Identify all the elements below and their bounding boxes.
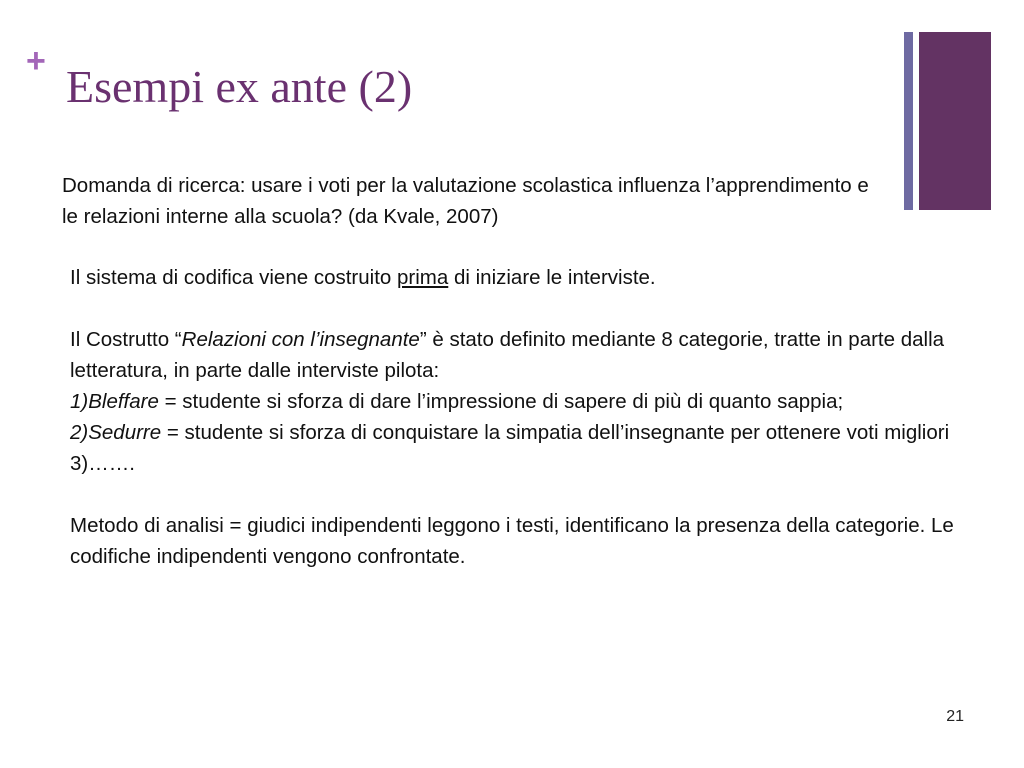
category-description: = studente si sforza di dare l’impressione di sapere di più di quanto sappia; — [158, 390, 844, 413]
coding-paragraph — [70, 262, 960, 293]
slide-title: Esempi ex ante (2) — [66, 61, 413, 112]
coding-prefix: Il sistema di codifica viene costruito — [70, 266, 397, 289]
construct-suffix: ” è stato definito mediante 8 categorie, tratte in parte dalla letteratura, in parte dalle interviste pilota: — [70, 328, 945, 382]
paragraph-spacer — [70, 293, 960, 324]
coding-suffix: di iniziare le interviste. — [448, 266, 656, 289]
category-label: 3)……. — [70, 452, 135, 475]
research-question: Domanda di ricerca: usare i voti per la valutazione scolastica influenza l’apprendimento e le relazioni interne alla scuola? (da Kvale, 2007) — [62, 174, 869, 228]
paragraph-spacer — [70, 479, 960, 510]
coding-emphasis: prima — [397, 266, 449, 289]
category-description: = studente si sforza di conquistare la simpatia dell’insegnante per ottenere voti migliori — [161, 421, 950, 444]
accent-bar-thin — [904, 32, 913, 210]
construct-name: Relazioni con l’insegnante — [181, 328, 420, 351]
category-item — [70, 448, 960, 479]
slide-body — [70, 262, 960, 572]
category-label: 2)Sedurre — [70, 421, 162, 444]
method-paragraph: Metodo di analisi = giudici indipendenti leggono i testi, identificano la presenza della categorie. Le codifiche indipendenti vengono confrontate. — [70, 514, 954, 568]
accent-bar-thick — [919, 32, 991, 210]
page-number: 21 — [946, 708, 964, 725]
category-item — [70, 417, 960, 448]
category-label: 1)Bleffare — [70, 390, 159, 413]
plus-icon: + — [26, 42, 46, 80]
category-item — [70, 386, 960, 417]
construct-paragraph — [70, 324, 960, 386]
construct-prefix: Il Costrutto “ — [70, 328, 182, 351]
